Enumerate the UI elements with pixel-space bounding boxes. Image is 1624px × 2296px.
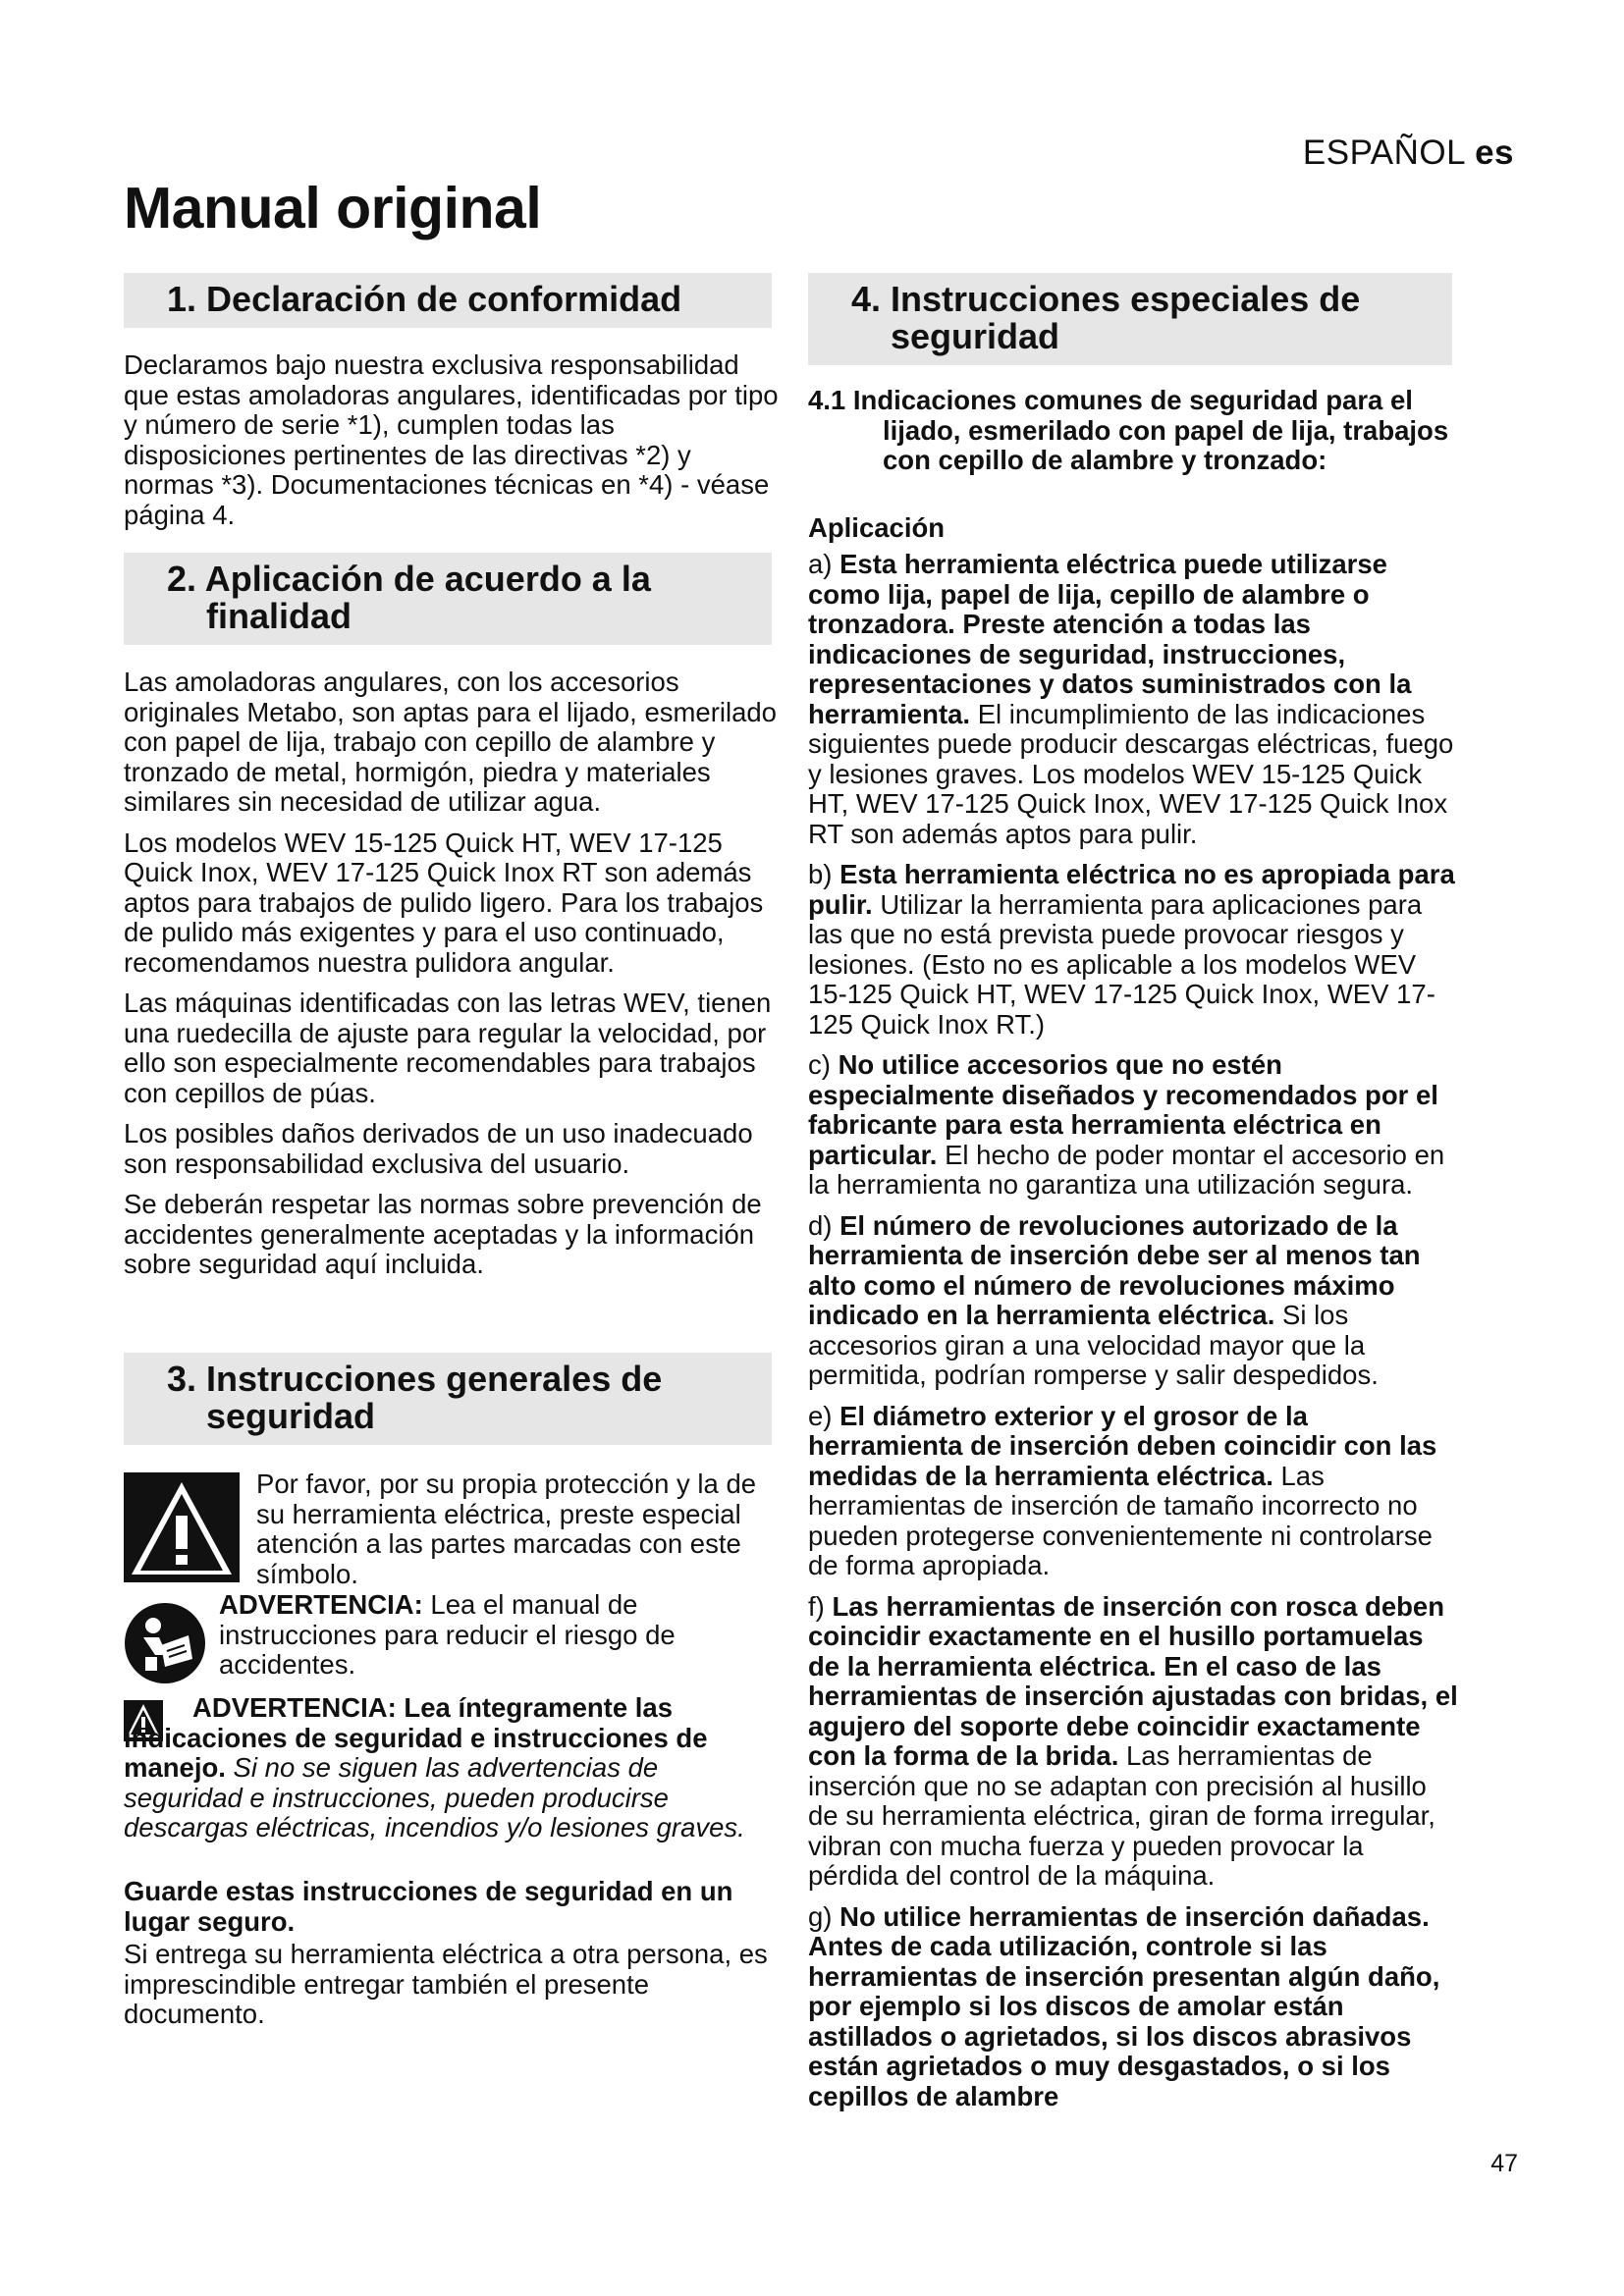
item-bold-text: El diámetro exterior y el grosor de la herramienta de inserción deben coincidir con las medidas de la herramienta eléctrica. [808,1400,1437,1491]
section-2-paragraph: Los posibles daños derivados de un uso inadecuado son responsabilidad exclusiva del usuario. [124,1118,753,1179]
section-4-heading [808,273,1452,365]
manual-warning-body: Lea el manual de instrucciones para reducir el riesgo de accidentes. [219,1589,676,1680]
section-2-title: Aplicación de acuerdo a la finalidad [204,559,651,636]
section-1-title: Declaración de conformidad [206,279,682,319]
language-code: es [1475,133,1514,172]
item-letter: c) [808,1049,831,1080]
section-1-heading [124,273,772,328]
safety-item [808,1592,1458,1892]
item-letter: a) [808,549,833,579]
section-4-title: Instrucciones especiales de seguridad [891,279,1361,356]
item-bold-text: No utilice accesorios que no estén especialmente diseñados y recomendados por el fabricante para esta herramienta eléctrica en particular. [808,1049,1438,1170]
section-3-number: 3. [167,1359,197,1399]
section-2-paragraph: Las amoladoras angulares, con los accesorios originales Metabo, son aptas para el lijado, esmerilado con papel de lija, trabajo con cepillo de alambre y tronzado de metal, hormigón, piedra y materiales similares sin necesidad de utilizar agua. [124,667,777,817]
section-2-body [124,667,782,1291]
item-letter: e) [808,1400,833,1431]
instructions-warning-italic: Si no se siguen las advertencias de seguridad e instrucciones, pueden producirse descargas eléctricas, incendios y/o lesiones graves. [124,1752,745,1842]
section-2-paragraph: Se deberán respetar las normas sobre prevención de accidentes generalmente aceptadas y la información sobre seguridad aquí incluida. [124,1189,762,1279]
safety-item [808,550,1458,849]
section-4-number: 4. [851,279,882,319]
item-letter: d) [808,1209,833,1241]
section-4-1-heading [808,386,1456,476]
item-text: Utilizar la herramienta para aplicaciones para las que no está prevista puede provocar riesgos y lesiones. (Esto no es aplicable a los modelos WEV 15-125 Quick HT, WEV 17-125 Quick Inox, WEV 17-125 Quick Inox RT.) [808,888,1435,1040]
item-bold-text: El número de revoluciones autorizado de la herramienta de inserción debe ser al menos tan alto como el número de revoluciones máximo indicado en la herramienta eléctrica. [808,1209,1421,1330]
section-2-number: 2. [167,559,197,599]
section-2-paragraph: Las máquinas identificadas con las letras WEV, tienen una ruedecilla de ajuste para regular la velocidad, por ello son especialmente recomendables para trabajos con cepillos de púas. [124,988,772,1108]
section-3-title: Instrucciones generales de seguridad [206,1359,663,1436]
page-number: 47 [1490,2150,1518,2177]
item-bold-text: Esta herramienta eléctrica no es apropiada para pulir. [808,859,1455,920]
language-label [1303,133,1514,173]
item-letter: b) [808,859,833,889]
section-4-1-number: 4.1 [808,385,846,415]
warning-triangle-icon [124,1472,240,1582]
item-text: Si los accesorios giran a una velocidad mayor que la permitida, podrían romperse y salir despedidos. [808,1300,1379,1390]
section-3-heading [124,1353,772,1445]
read-manual-icon [124,1602,206,1684]
instructions-warning-bold: ADVERTENCIA: Lea íntegramente las indicaciones de seguridad e instrucciones de manejo. [124,1692,708,1783]
safety-items-list [808,550,1458,2122]
section-1-body: Declaramos bajo nuestra exclusiva responsabilidad que estas amoladoras angulares, identificadas por tipo y número de serie *1), cumplen todas las disposiciones pertinentes de las directivas *2) y normas *3). Documentaciones técnicas en *4) - véase página 4. [124,349,779,530]
item-text: El incumplimiento de las indicaciones siguientes puede producir descargas eléctricas, fuego y lesiones graves. Los modelos WEV 15-125 Quick HT, WEV 17-125 Quick Inox, WEV 17-125 Quick Inox RT son además aptos para pulir. [808,698,1454,849]
item-text: El hecho de poder montar el accesorio en la herramienta no garantiza una utilización segura. [808,1139,1445,1200]
item-bold-text: Las herramientas de inserción con rosca deben coincidir exactamente en el husillo portamuelas de la herramienta eléctrica. En el caso de las herramientas de inserción ajustadas con bridas, el agujero del soporte debe coincidir exactamente con la forma de la brida. [808,1590,1458,1771]
safety-item [808,1402,1458,1581]
item-text: Las herramientas de inserción que no se adaptan con precisión al husillo de su herramienta eléctrica, giran de forma irregular, vibran con mucha fuerza y pueden provocar la pérdida del control de la máquina. [808,1740,1435,1891]
manual-warning-label: ADVERTENCIA: [219,1589,423,1620]
keep-instructions-text: Guarde estas instrucciones de seguridad en un lugar seguro. [124,1876,733,1937]
manual-warning-text [219,1590,779,1681]
safety-item [808,860,1458,1040]
section-2-heading [124,553,772,645]
section-2-paragraph: Los modelos WEV 15-125 Quick HT, WEV 17-125 Quick Inox, WEV 17-125 Quick Inox RT son además aptos para trabajos de pulido ligero. Para los trabajos de pulido más exigentes y para el uso continuado, recomendamos nuestra pulidora angular. [124,827,764,978]
safety-item [808,1902,1458,2112]
pass-on-text: Si entrega su herramienta eléctrica a otra persona, es imprescindible entregar también el presente documento. [124,1939,768,2029]
application-subheading: Aplicación [808,512,946,543]
language-name: ESPAÑOL [1302,133,1465,172]
warning-symbol-text: Por favor, por su propia protección y la de su herramienta eléctrica, preste especial atención a las partes marcadas con este símbolo. [256,1468,757,1589]
instructions-warning-text [124,1693,782,1843]
item-bold-text: No utilice herramientas de inserción dañadas. Antes de cada utilización, controle si las herramientas de inserción presentan algún daño, por ejemplo si los discos de amolar están astillados o agrietados, si los discos abrasivos están agrietados o muy desgastados, o si los cepillos de alambre [808,1900,1440,2111]
safety-item [808,1211,1458,1391]
safety-item [808,1050,1458,1201]
section-4-1-title: Indicaciones comunes de seguridad para el lijado, esmerilado con papel de lija, trabajos con cepillo de alambre y tronzado: [852,385,1449,475]
page-title: Manual original [124,176,542,240]
section-1-number: 1. [167,279,197,319]
item-letter: f) [808,1590,825,1622]
item-letter: g) [808,1900,833,1932]
item-text: Las herramientas de inserción de tamaño incorrecto no pueden protegerse convenientemente ni controlarse de forma apropiada. [808,1460,1433,1580]
item-bold-text: Esta herramienta eléctrica puede utilizarse como lija, papel de lija, cepillo de alambre o tronzadora. Preste atención a todas las indicaciones de seguridad, instrucciones, representaciones y datos suministrados con la herramienta. [808,549,1412,729]
